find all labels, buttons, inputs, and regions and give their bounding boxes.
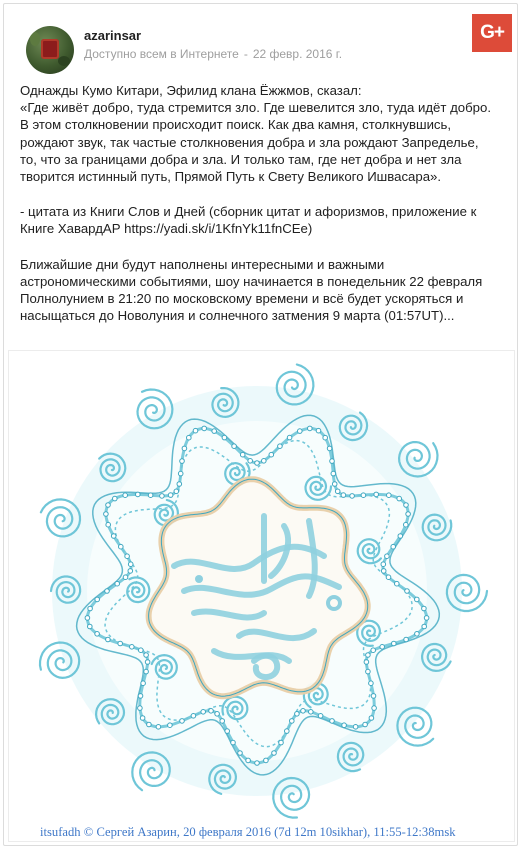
bead <box>350 494 355 499</box>
bead <box>380 645 385 650</box>
bead <box>115 581 120 586</box>
bead <box>415 597 420 602</box>
bead <box>106 522 111 527</box>
bead <box>391 544 396 549</box>
bead <box>238 751 243 756</box>
bead <box>330 719 335 724</box>
bead <box>88 624 93 629</box>
bead <box>316 428 321 433</box>
avatar[interactable] <box>26 26 74 74</box>
bead <box>180 459 185 464</box>
bead <box>422 624 427 629</box>
bead <box>178 471 183 476</box>
bead <box>248 459 253 464</box>
bead <box>177 482 182 487</box>
avatar-emblem <box>41 39 59 59</box>
bead <box>323 435 328 440</box>
bead <box>361 493 366 498</box>
bead <box>330 459 335 464</box>
bead <box>193 428 198 433</box>
text-line: Полнолунием в 21:20 по московскому времени и всё будет ускоряться и <box>20 291 464 307</box>
bead <box>105 589 110 594</box>
bead <box>298 429 303 434</box>
text-line: В этом столкновении происходит поиск. Как два камня, столкнувшись, <box>20 117 452 133</box>
bead <box>225 729 230 734</box>
bead <box>144 669 149 674</box>
bead <box>88 606 93 611</box>
bead <box>301 709 306 714</box>
bead <box>255 761 260 766</box>
bead <box>168 723 173 728</box>
post-date[interactable]: 22 февр. 2016 г. <box>252 47 343 61</box>
bead <box>404 522 409 527</box>
bead <box>269 452 274 457</box>
bead <box>309 710 314 715</box>
bead <box>308 426 313 431</box>
text-line: «Где живёт добро, туда стремится зло. Где шевелится зло, туда идёт добро. <box>20 100 491 116</box>
bead <box>231 740 236 745</box>
paragraph-source <box>20 203 506 237</box>
bead <box>174 489 179 494</box>
bead <box>136 492 141 497</box>
bead <box>141 681 146 686</box>
text-line: творится истинный путь, Прямой Путь к Свету Великого Ишвасара». <box>20 169 442 185</box>
bead <box>182 446 187 451</box>
bead <box>279 740 284 745</box>
bead <box>215 712 220 717</box>
bead <box>395 581 400 586</box>
bead <box>285 729 290 734</box>
text-line: Книге ХавардАР https://yadi.sk/i/1KfnYk11fnCEe) <box>20 221 313 237</box>
calligraphy-dot <box>195 575 203 583</box>
bead <box>422 606 427 611</box>
bead <box>381 562 386 567</box>
bead <box>366 669 371 674</box>
text-line: рождают звук, так частые столкновения добра и зла рождают Запределье, <box>20 134 479 150</box>
bead <box>331 471 336 476</box>
paragraph-quote <box>20 82 506 185</box>
bead <box>160 494 165 499</box>
bead <box>386 575 391 580</box>
bead <box>113 496 118 501</box>
bead <box>264 758 269 763</box>
bead <box>255 461 260 466</box>
bead <box>366 653 371 658</box>
bead <box>128 562 133 567</box>
post-meta <box>84 47 342 61</box>
bead <box>111 534 116 539</box>
avatar-leaf <box>30 32 40 46</box>
bead <box>220 719 225 724</box>
text-line: насыщаться до Новолуния и солнечного затмения 9 марта (01:57UT)... <box>20 308 455 324</box>
bead <box>287 435 292 440</box>
bead <box>128 569 133 574</box>
bead <box>240 452 245 457</box>
author-name[interactable]: azarinsar <box>84 28 142 43</box>
bead <box>246 758 251 763</box>
bead <box>372 706 377 711</box>
bead <box>201 710 206 715</box>
bead <box>139 648 144 653</box>
bead <box>385 554 390 559</box>
bead <box>95 632 100 637</box>
bead <box>140 716 145 721</box>
bead <box>144 653 149 658</box>
bead <box>262 459 267 464</box>
google-plus-share-button[interactable]: G+ <box>472 14 512 52</box>
bead <box>123 493 128 498</box>
bead <box>363 722 368 727</box>
bead <box>341 493 346 498</box>
bead <box>85 616 90 621</box>
meta-separator: - <box>243 47 248 61</box>
bead <box>392 641 397 646</box>
bead <box>202 426 207 431</box>
bead <box>106 637 111 642</box>
post-body <box>20 82 506 324</box>
bead <box>145 660 150 665</box>
bead <box>342 723 347 728</box>
text-line: Однажды Кумо Китари, Эфилид клана Ёжжмов, сказал: <box>20 83 362 98</box>
bead <box>371 694 376 699</box>
bead <box>404 637 409 642</box>
bead <box>332 482 337 487</box>
bead <box>327 446 332 451</box>
bead <box>272 751 277 756</box>
bead <box>130 645 135 650</box>
image-caption: itsufadh © Сергей Азарин, 20 февраля 2016 (7d 12m 10sikhar), 11:55-12:38msk <box>40 825 456 839</box>
bead <box>406 512 411 517</box>
bead <box>104 512 109 517</box>
paragraph-astronomy <box>20 256 506 325</box>
post-image[interactable] <box>8 350 515 842</box>
bead <box>106 503 111 508</box>
bead <box>168 493 173 498</box>
bead <box>95 597 100 602</box>
bead <box>369 681 374 686</box>
bead <box>295 712 300 717</box>
bead <box>212 429 217 434</box>
bead <box>232 444 237 449</box>
bead <box>138 706 143 711</box>
bead <box>353 725 358 730</box>
text-line: - цитата из Книги Слов и Дней (сборник цитат и афоризмов, приложение к <box>20 204 477 220</box>
bead <box>415 632 420 637</box>
bead <box>147 722 152 727</box>
bead <box>318 714 323 719</box>
bead <box>405 589 410 594</box>
bead <box>125 554 130 559</box>
bead <box>371 648 376 653</box>
bead <box>187 435 192 440</box>
bead <box>335 489 340 494</box>
bead <box>424 616 429 621</box>
bead <box>180 719 185 724</box>
text-line: астрономическими событиями, шоу начинается в понедельник 22 февраля <box>20 273 483 289</box>
bead <box>119 544 124 549</box>
bead <box>156 725 161 730</box>
bead <box>191 714 196 719</box>
bead <box>148 493 153 498</box>
visibility-label: Доступно всем в Интернете <box>84 47 239 61</box>
text-line: Ближайшие дни будут наполнены интересными и важными <box>20 256 385 272</box>
bead <box>290 719 295 724</box>
bead <box>118 641 123 646</box>
bead <box>138 694 143 699</box>
bead <box>123 575 128 580</box>
ornament-artwork <box>9 351 514 841</box>
bead <box>209 709 214 714</box>
bead <box>374 492 379 497</box>
bead <box>397 496 402 501</box>
bead <box>387 493 392 498</box>
bead <box>404 503 409 508</box>
bead <box>222 435 227 440</box>
bead <box>381 569 386 574</box>
text-line: то, что за границами добра и зла. И только там, где нет добра и нет зла <box>20 151 462 167</box>
bead <box>364 660 369 665</box>
bead <box>278 444 283 449</box>
avatar-leaf <box>58 56 70 66</box>
bead <box>369 716 374 721</box>
bead <box>398 534 403 539</box>
